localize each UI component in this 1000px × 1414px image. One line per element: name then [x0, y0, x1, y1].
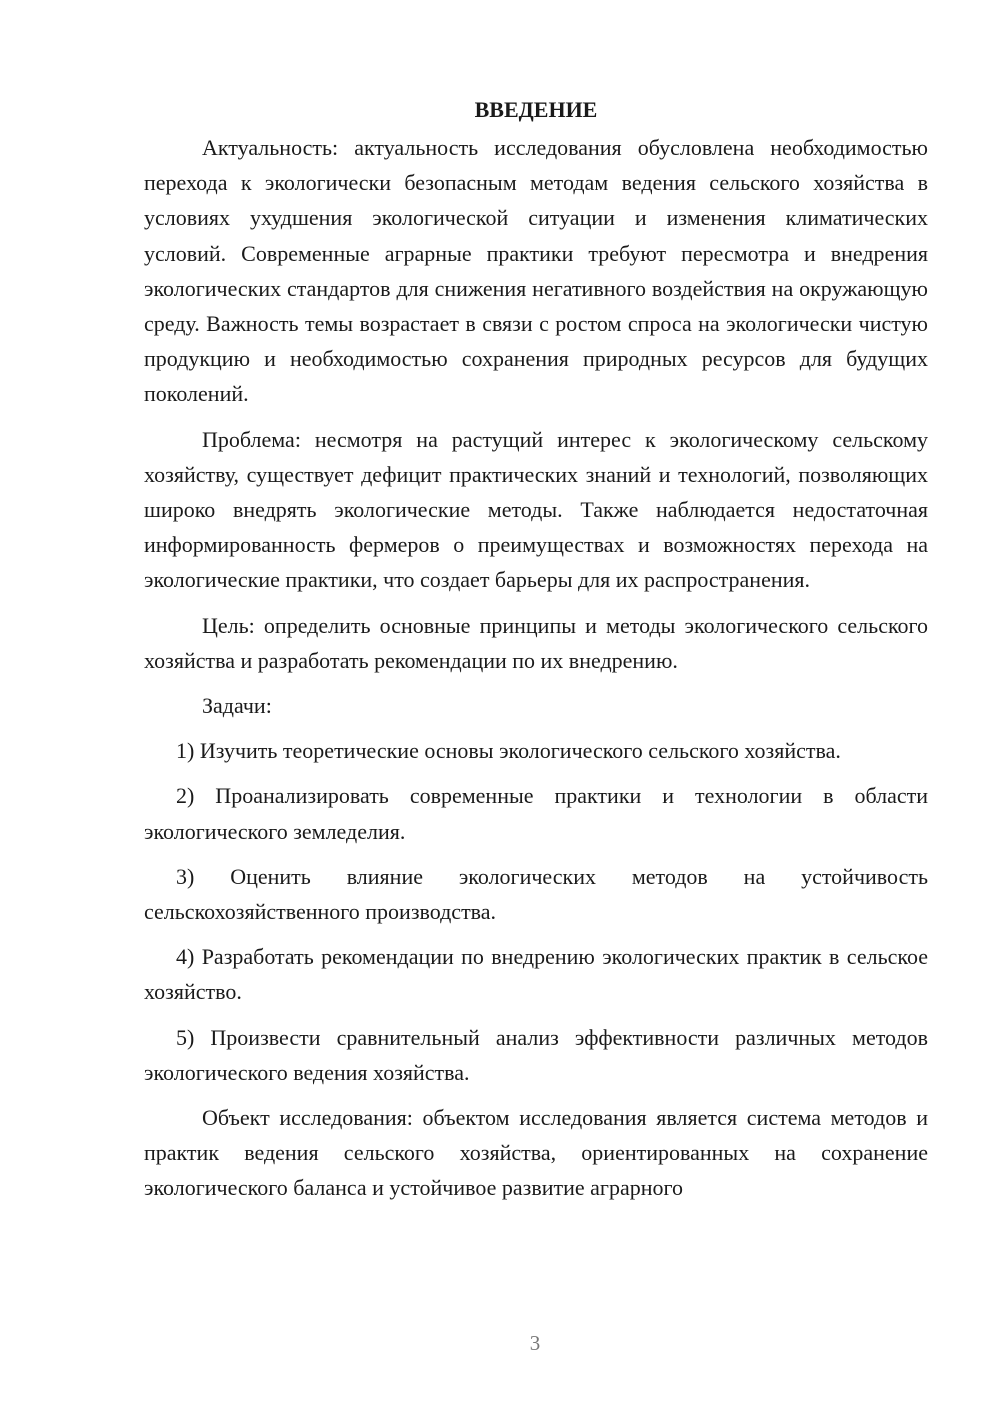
relevance-paragraph: Актуальность: актуальность исследования обусловлена необходимостью перехода к экологически безопасным методам ведения сельского хозяйства в условиях ухудшения экологической ситуации и изменения климатических условий. Современные аграрные практики требуют пересмотра и внедрения экологических стандартов для снижения негативного воздействия на окружающую среду. Важность темы возрастает в связи с ростом спроса на экологически чистую продукцию и необходимостью сохранения природных ресурсов для будущих поколений. — [144, 135, 928, 407]
goal-paragraph: Цель: определить основные принципы и методы экологического сельского хозяйства и разработать рекомендации по их внедрению. — [144, 612, 928, 673]
section-title: ВВЕДЕНИЕ — [474, 97, 598, 122]
task-item-5: 5) Произвести сравнительный анализ эффективности различных методов экологического ведения хозяйства. — [144, 1024, 928, 1085]
task-item-2: 2) Проанализировать современные практики и технологии в области экологического земледелия. — [144, 783, 928, 844]
problem-paragraph: Проблема: несмотря на растущий интерес к экологическому сельскому хозяйству, существует дефицит практических знаний и технологий, позволяющих широко внедрять экологические методы. Также наблюдается недостаточная информированность фермеров о преимуществах и возможностях перехода на экологические практики, что создает барьеры для их распространения. — [144, 426, 928, 593]
task-item-4: 4) Разработать рекомендации по внедрению экологических практик в сельское хозяйство. — [144, 944, 928, 1005]
research-object-paragraph: Объект исследования: объектом исследования является система методов и практик ведения сельского хозяйства, ориентированных на сохранение экологического баланса и устойчивое развитие аграрного — [144, 1105, 928, 1201]
task-item-1: 1) Изучить теоретические основы экологического сельского хозяйства. — [176, 738, 841, 764]
tasks-heading: Задачи: — [202, 693, 272, 719]
page-number: 3 — [529, 1331, 541, 1355]
task-item-3: 3) Оценить влияние экологических методов на устойчивость сельскохозяйственного производства. — [144, 863, 928, 925]
document-page — [144, 92, 928, 1322]
